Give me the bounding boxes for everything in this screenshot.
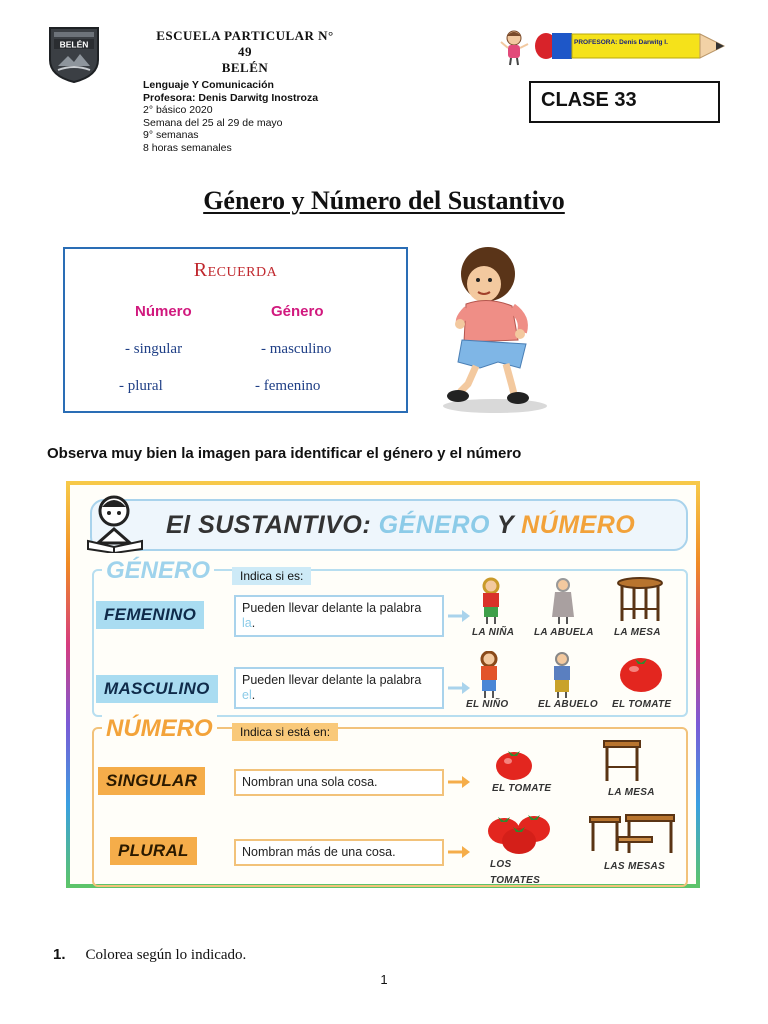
exercise-text: Colorea según lo indicado.: [85, 947, 247, 963]
singular-table-icon: [602, 737, 642, 783]
caption-la-nina: LA NIÑA: [472, 627, 515, 638]
mesa-table-icon: [616, 575, 664, 623]
femenino-tag: FEMENINO: [96, 601, 204, 629]
page-title: [0, 186, 768, 216]
instruction-text: Observa muy bien la imagen para identificar el género y el número: [47, 445, 522, 462]
caption-las-mesas: LAS MESAS: [604, 861, 666, 872]
class-number-box: CLASE 33: [529, 81, 720, 123]
reading-child-icon: [84, 489, 146, 553]
caption-la-mesa: LA MESA: [614, 627, 661, 638]
exercise-number: 1.: [53, 946, 66, 963]
masculino-arrow-icon: [448, 681, 470, 695]
page-title-text: Género y Número del Sustantivo: [203, 186, 565, 215]
recuerda-box: [63, 247, 408, 413]
school-name-line1: ESCUELA PARTICULAR N°: [156, 28, 334, 43]
plural-tag: PLURAL: [110, 837, 197, 865]
abuelo-grandfather-icon: [548, 651, 576, 699]
numero-heading: Número: [135, 303, 192, 320]
caption-singular-la-mesa: LA MESA: [608, 787, 655, 798]
caption-singular-el-tomate: EL TOMATE: [492, 783, 552, 794]
genero-item-femenino: - femenino: [255, 378, 321, 394]
caption-los-tomates: LOS TOMATES: [490, 859, 541, 886]
svg-text:BELÉN: BELÉN: [59, 39, 89, 50]
singular-tag: SINGULAR: [98, 767, 205, 795]
masculino-description: Pueden llevar delante la palabra el.: [234, 667, 444, 709]
weekly-hours: 8 horas semanales: [143, 141, 232, 154]
week-count: 9° semanas: [143, 129, 199, 142]
caption-la-abuela: LA ABUELA: [534, 627, 594, 638]
walking-boy-illustration: [440, 244, 550, 414]
teacher-badge-text: PROFESORA: Denis Darwitg I.: [574, 39, 668, 46]
numero-indica-label: Indica si está en:: [232, 723, 338, 741]
school-crest-logo: [48, 26, 100, 84]
masculino-tag: MASCULINO: [96, 675, 218, 703]
genero-section-label: GÉNERO: [102, 557, 214, 585]
school-name: [140, 28, 350, 76]
genero-section: [92, 557, 688, 717]
plural-tables-icon: [588, 811, 678, 855]
abuela-grandmother-icon: [548, 577, 578, 625]
genero-item-masculino: - masculino: [261, 341, 332, 357]
grade: 2° básico 2020: [143, 104, 213, 117]
exercise-1: [53, 946, 246, 964]
plural-arrow-icon: [448, 845, 470, 859]
numero-item-plural: - plural: [119, 378, 163, 394]
infographic-banner: [90, 499, 688, 551]
numero-item-singular: - singular: [125, 341, 183, 357]
plural-tomatoes-icon: [486, 809, 558, 857]
singular-description: Nombran una sola cosa.: [234, 769, 444, 796]
school-number: 49: [238, 44, 252, 59]
tomate-tomato-icon: [618, 651, 664, 693]
plural-description: Nombran más de una cosa.: [234, 839, 444, 866]
school-city: BELÉN: [221, 60, 269, 75]
infographic-banner-title: El SUSTANTIVO: GÉNERO Y NÚMERO: [166, 511, 636, 539]
caption-el-abuelo: EL ABUELO: [538, 699, 598, 710]
teacher-pencil-illustration: [498, 28, 728, 66]
sustantivo-infographic: [66, 481, 700, 888]
numero-section-label: NÚMERO: [102, 715, 217, 743]
singular-arrow-icon: [448, 775, 470, 789]
nino-boy-icon: [474, 651, 504, 699]
course-info: [143, 79, 318, 155]
femenino-description: Pueden llevar delante la palabra la.: [234, 595, 444, 637]
singular-tomato-icon: [494, 745, 534, 781]
week-range: Semana del 25 al 29 de mayo: [143, 116, 283, 129]
femenino-arrow-icon: [448, 609, 470, 623]
nina-girl-icon: [474, 577, 508, 625]
recuerda-title: Recuerda: [193, 259, 278, 281]
caption-el-nino: EL NIÑO: [466, 699, 509, 710]
page-number: 1: [380, 972, 388, 987]
teacher-name: Profesora: Denis Darwitg Inostroza: [143, 91, 319, 104]
genero-indica-label: Indica si es:: [232, 567, 311, 585]
numero-section: [92, 715, 688, 887]
caption-el-tomate: EL TOMATE: [612, 699, 672, 710]
subject: Lenguaje Y Comunicación: [143, 79, 274, 91]
genero-heading: Género: [271, 303, 324, 320]
